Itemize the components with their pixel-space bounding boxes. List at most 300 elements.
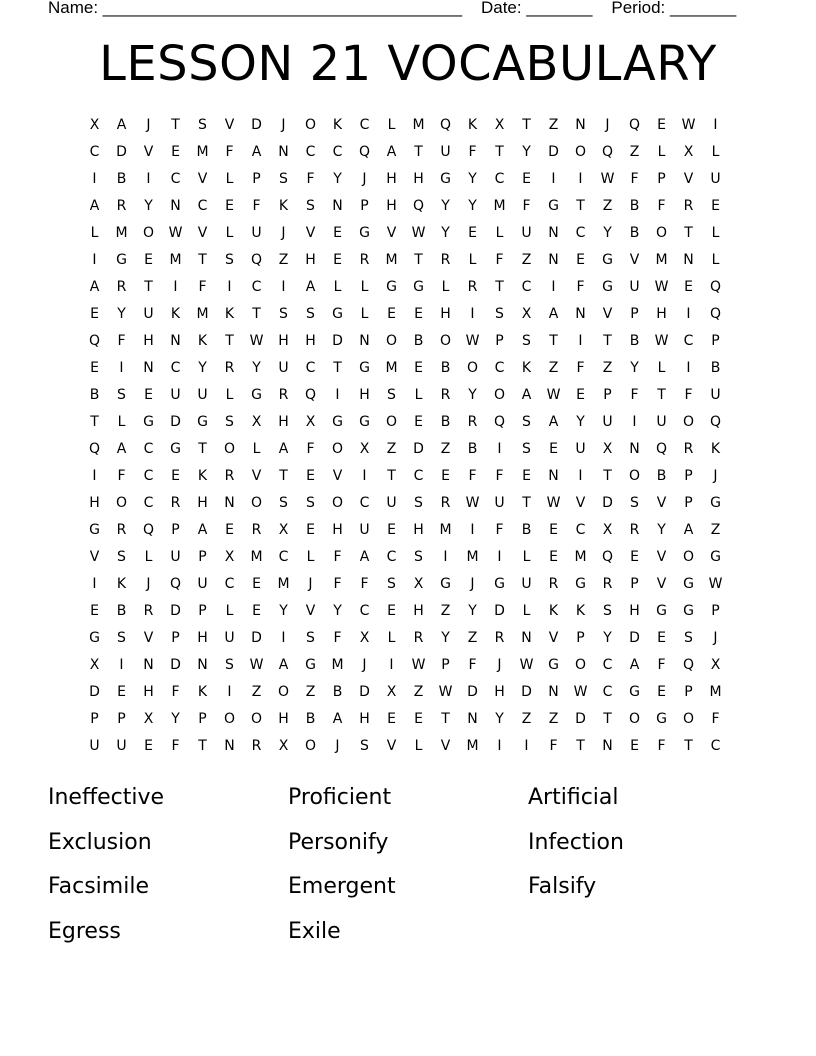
grid-letter: X <box>521 306 532 322</box>
grid-letter: G <box>251 387 262 403</box>
grid-letter: G <box>89 630 100 646</box>
grid-letter: C <box>143 441 154 457</box>
grid-letter: X <box>278 738 289 754</box>
grid-letter: P <box>630 306 639 322</box>
grid-letter: Y <box>576 414 585 430</box>
grid-letter: C <box>386 549 397 565</box>
grid-letter: U <box>170 549 181 565</box>
grid-letter: I <box>119 360 124 376</box>
grid-letter: I <box>335 387 340 403</box>
grid-letter: I <box>92 252 97 268</box>
grid-row <box>81 490 729 517</box>
grid-letter: X <box>386 684 397 700</box>
word-list-item: Facsimile <box>48 874 149 899</box>
word-list-item: Exclusion <box>48 829 152 855</box>
grid-letter: G <box>494 576 505 592</box>
grid-letter: Y <box>468 171 477 187</box>
grid-letter: Y <box>144 198 153 214</box>
grid-letter: N <box>359 333 370 349</box>
grid-letter: C <box>602 684 613 700</box>
grid-row <box>81 193 729 220</box>
grid-letter: L <box>657 360 666 376</box>
grid-letter: C <box>143 468 154 484</box>
word-list-item: Artificial <box>528 785 619 810</box>
grid-letter: H <box>413 171 424 187</box>
grid-letter: J <box>497 657 502 673</box>
grid-row <box>81 274 729 301</box>
grid-letter: O <box>331 495 344 511</box>
grid-letter: O <box>142 225 155 241</box>
grid-letter: J <box>470 576 475 592</box>
grid-letter: T <box>603 333 612 349</box>
grid-row <box>81 409 729 436</box>
grid-letter: C <box>602 657 613 673</box>
word-list-item: Egress <box>48 918 121 944</box>
grid-letter: E <box>144 738 153 754</box>
grid-letter: O <box>385 333 398 349</box>
grid-letter: Z <box>251 684 262 700</box>
grid-letter: F <box>657 657 666 673</box>
grid-letter: F <box>522 198 531 214</box>
grid-letter: E <box>549 522 558 538</box>
grid-letter: H <box>413 603 424 619</box>
grid-letter: O <box>466 360 479 376</box>
grid-letter: T <box>279 468 288 484</box>
grid-letter: T <box>441 711 450 727</box>
grid-letter: S <box>225 252 234 268</box>
grid-letter: L <box>306 549 315 565</box>
grid-letter: E <box>576 387 585 403</box>
grid-letter: I <box>578 171 583 187</box>
grid-letter: V <box>197 171 208 187</box>
grid-letter: M <box>385 252 398 268</box>
grid-letter: C <box>494 360 505 376</box>
grid-letter: C <box>683 333 694 349</box>
grid-letter: Y <box>657 522 666 538</box>
worksheet-title: LESSON 21 VOCABULARY <box>99 36 717 92</box>
grid-letter: B <box>521 522 532 538</box>
grid-letter: U <box>386 495 397 511</box>
grid-letter: H <box>440 306 451 322</box>
grid-letter: D <box>413 441 424 457</box>
grid-letter: C <box>143 495 154 511</box>
grid-letter: L <box>522 603 531 619</box>
grid-letter: P <box>198 711 207 727</box>
grid-letter: Q <box>682 657 695 673</box>
grid-letter: W <box>546 495 561 511</box>
grid-letter: M <box>574 549 587 565</box>
grid-letter: L <box>90 225 99 241</box>
grid-letter: T <box>414 252 423 268</box>
grid-letter: Q <box>412 198 425 214</box>
grid-letter: N <box>683 252 694 268</box>
grid-letter: J <box>281 117 286 133</box>
grid-letter: E <box>657 630 666 646</box>
grid-letter: E <box>252 576 261 592</box>
grid-letter: Q <box>142 522 155 538</box>
grid-letter: N <box>548 684 559 700</box>
grid-letter: T <box>225 333 234 349</box>
grid-letter: Z <box>548 117 559 133</box>
grid-letter: E <box>144 252 153 268</box>
grid-letter: M <box>277 576 290 592</box>
grid-letter: W <box>465 495 480 511</box>
grid-letter: P <box>198 603 207 619</box>
grid-letter: M <box>466 738 479 754</box>
grid-letter: W <box>465 333 480 349</box>
grid-letter: F <box>360 576 369 592</box>
grid-letter: S <box>306 306 315 322</box>
grid-letter: G <box>332 414 343 430</box>
grid-letter: T <box>198 738 207 754</box>
grid-letter: T <box>333 360 342 376</box>
grid-letter: Q <box>304 387 317 403</box>
grid-letter: Y <box>198 360 207 376</box>
grid-letter: S <box>630 495 639 511</box>
grid-letter: B <box>629 198 640 214</box>
grid-letter: I <box>578 468 583 484</box>
grid-letter: M <box>709 684 722 700</box>
grid-letter: R <box>494 630 505 646</box>
grid-letter: U <box>521 225 532 241</box>
grid-letter: I <box>389 657 394 673</box>
grid-letter: V <box>602 306 613 322</box>
grid-letter: H <box>197 630 208 646</box>
grid-letter: I <box>470 522 475 538</box>
grid-letter: O <box>223 711 236 727</box>
grid-letter: F <box>549 738 558 754</box>
grid-letter: P <box>711 333 720 349</box>
grid-letter: F <box>495 522 504 538</box>
grid-letter: N <box>197 657 208 673</box>
grid-letter: J <box>281 225 286 241</box>
grid-letter: I <box>362 468 367 484</box>
grid-letter: S <box>360 738 369 754</box>
grid-letter: M <box>169 252 182 268</box>
grid-letter: K <box>332 117 343 133</box>
grid-letter: T <box>657 387 666 403</box>
grid-letter: S <box>117 549 126 565</box>
grid-letter: F <box>171 684 180 700</box>
grid-letter: R <box>170 495 181 511</box>
grid-row <box>81 220 729 247</box>
grid-letter: I <box>92 468 97 484</box>
grid-row <box>81 598 729 625</box>
grid-letter: E <box>90 306 99 322</box>
grid-letter: V <box>251 468 262 484</box>
grid-letter: Q <box>88 441 101 457</box>
grid-letter: R <box>548 576 559 592</box>
grid-letter: O <box>628 711 641 727</box>
grid-letter: E <box>711 198 720 214</box>
grid-letter: R <box>440 387 451 403</box>
grid-letter: G <box>629 684 640 700</box>
grid-letter: D <box>170 603 181 619</box>
grid-letter: F <box>468 468 477 484</box>
grid-letter: G <box>116 252 127 268</box>
grid-letter: T <box>198 252 207 268</box>
grid-letter: E <box>387 603 396 619</box>
grid-letter: U <box>440 144 451 160</box>
grid-letter: N <box>170 198 181 214</box>
grid-letter: R <box>143 603 154 619</box>
grid-letter: F <box>198 279 207 295</box>
grid-letter: V <box>143 144 154 160</box>
grid-letter: I <box>551 171 556 187</box>
grid-letter: F <box>252 198 261 214</box>
grid-letter: N <box>575 117 586 133</box>
grid-letter: K <box>116 576 127 592</box>
grid-letter: C <box>170 360 181 376</box>
grid-letter: F <box>711 711 720 727</box>
grid-letter: G <box>305 657 316 673</box>
grid-letter: D <box>575 711 586 727</box>
grid-letter: Z <box>305 684 316 700</box>
grid-letter: R <box>224 468 235 484</box>
grid-letter: I <box>470 306 475 322</box>
grid-letter: B <box>656 468 667 484</box>
grid-row <box>81 328 729 355</box>
grid-letter: U <box>629 279 640 295</box>
grid-letter: I <box>713 117 718 133</box>
grid-letter: H <box>494 684 505 700</box>
grid-letter: M <box>493 198 506 214</box>
grid-letter: J <box>308 576 313 592</box>
grid-letter: T <box>387 468 396 484</box>
grid-letter: H <box>278 414 289 430</box>
grid-letter: I <box>551 279 556 295</box>
grid-letter: L <box>144 549 153 565</box>
grid-letter: E <box>144 387 153 403</box>
grid-letter: C <box>710 738 721 754</box>
grid-letter: T <box>198 441 207 457</box>
grid-letter: I <box>173 279 178 295</box>
grid-letter: S <box>603 603 612 619</box>
grid-letter: P <box>360 198 369 214</box>
grid-letter: G <box>359 360 370 376</box>
grid-letter: L <box>387 630 396 646</box>
grid-letter: Y <box>171 711 180 727</box>
grid-letter: W <box>438 684 453 700</box>
grid-letter: Q <box>250 252 263 268</box>
grid-letter: Z <box>548 360 559 376</box>
grid-letter: Z <box>602 360 613 376</box>
word-list <box>48 776 768 954</box>
grid-letter: K <box>575 603 586 619</box>
grid-letter: T <box>522 117 531 133</box>
grid-letter: U <box>197 387 208 403</box>
grid-letter: X <box>359 441 370 457</box>
grid-letter: K <box>548 603 559 619</box>
grid-letter: N <box>224 495 235 511</box>
grid-letter: J <box>362 657 367 673</box>
grid-letter: N <box>521 630 532 646</box>
grid-letter: X <box>359 630 370 646</box>
grid-row <box>81 382 729 409</box>
grid-letter: A <box>359 549 370 565</box>
grid-letter: W <box>168 225 183 241</box>
grid-letter: O <box>250 711 263 727</box>
grid-letter: E <box>387 711 396 727</box>
grid-letter: C <box>251 279 262 295</box>
grid-letter: V <box>656 495 667 511</box>
grid-letter: S <box>306 198 315 214</box>
grid-letter: A <box>683 522 694 538</box>
grid-letter: Q <box>655 441 668 457</box>
grid-letter: I <box>497 738 502 754</box>
grid-letter: M <box>250 549 263 565</box>
grid-letter: W <box>681 117 696 133</box>
grid-letter: T <box>549 333 558 349</box>
grid-letter: U <box>224 630 235 646</box>
grid-letter: B <box>440 360 451 376</box>
grid-row <box>81 733 729 760</box>
grid-letter: V <box>440 738 451 754</box>
grid-letter: M <box>655 252 668 268</box>
grid-letter: P <box>684 495 693 511</box>
grid-letter: L <box>414 738 423 754</box>
grid-letter: G <box>602 252 613 268</box>
grid-letter: D <box>629 630 640 646</box>
grid-letter: T <box>414 144 423 160</box>
grid-letter: V <box>629 252 640 268</box>
grid-letter: T <box>252 306 261 322</box>
grid-letter: I <box>281 630 286 646</box>
grid-letter: E <box>333 252 342 268</box>
grid-letter: T <box>576 198 585 214</box>
grid-letter: A <box>548 306 559 322</box>
grid-letter: Z <box>440 603 451 619</box>
grid-letter: A <box>548 414 559 430</box>
grid-letter: U <box>170 387 181 403</box>
grid-letter: O <box>115 495 128 511</box>
grid-letter: Q <box>439 117 452 133</box>
grid-letter: E <box>117 684 126 700</box>
grid-letter: L <box>711 225 720 241</box>
grid-row <box>81 463 729 490</box>
grid-letter: C <box>197 198 208 214</box>
grid-letter: R <box>251 738 262 754</box>
grid-letter: L <box>657 144 666 160</box>
grid-letter: O <box>682 549 695 565</box>
grid-letter: N <box>548 225 559 241</box>
grid-letter: E <box>630 549 639 565</box>
grid-letter: G <box>359 414 370 430</box>
grid-letter: B <box>467 441 478 457</box>
grid-letter: D <box>548 144 559 160</box>
grid-letter: I <box>92 576 97 592</box>
grid-letter: A <box>629 657 640 673</box>
grid-letter: N <box>278 144 289 160</box>
grid-letter: L <box>468 252 477 268</box>
grid-letter: I <box>443 549 448 565</box>
grid-letter: C <box>413 468 424 484</box>
grid-letter: I <box>92 171 97 187</box>
grid-letter: I <box>497 441 502 457</box>
grid-letter: C <box>278 549 289 565</box>
grid-letter: U <box>656 414 667 430</box>
grid-letter: U <box>197 576 208 592</box>
grid-letter: S <box>414 495 423 511</box>
grid-letter: G <box>656 711 667 727</box>
grid-letter: W <box>411 657 426 673</box>
grid-letter: Y <box>468 198 477 214</box>
grid-letter: L <box>333 279 342 295</box>
grid-letter: P <box>576 630 585 646</box>
grid-letter: X <box>89 117 100 133</box>
grid-letter: K <box>710 441 721 457</box>
grid-letter: Z <box>548 711 559 727</box>
grid-letter: I <box>578 333 583 349</box>
grid-letter: F <box>576 279 585 295</box>
grid-letter: E <box>90 603 99 619</box>
grid-letter: O <box>331 441 344 457</box>
grid-letter: Y <box>630 360 639 376</box>
grid-letter: G <box>710 549 721 565</box>
grid-letter: D <box>602 495 613 511</box>
grid-letter: D <box>494 603 505 619</box>
grid-letter: H <box>143 333 154 349</box>
grid-letter: G <box>170 441 181 457</box>
grid-letter: I <box>497 549 502 565</box>
grid-letter: X <box>251 414 262 430</box>
grid-letter: X <box>413 576 424 592</box>
grid-letter: Y <box>117 306 126 322</box>
grid-letter: H <box>413 522 424 538</box>
grid-letter: G <box>683 576 694 592</box>
grid-letter: V <box>143 630 154 646</box>
grid-letter: L <box>441 279 450 295</box>
grid-letter: O <box>304 738 317 754</box>
grid-letter: M <box>196 306 209 322</box>
grid-letter: P <box>684 684 693 700</box>
grid-letter: Q <box>358 144 371 160</box>
grid-letter: Y <box>603 225 612 241</box>
grid-letter: S <box>414 549 423 565</box>
grid-letter: T <box>144 279 153 295</box>
grid-letter: A <box>386 144 397 160</box>
grid-letter: U <box>251 225 262 241</box>
grid-letter: F <box>657 198 666 214</box>
grid-letter: P <box>252 171 261 187</box>
grid-letter: O <box>493 387 506 403</box>
grid-letter: C <box>359 603 370 619</box>
grid-letter: V <box>656 549 667 565</box>
grid-letter: E <box>171 468 180 484</box>
grid-letter: N <box>548 252 559 268</box>
grid-letter: F <box>171 738 180 754</box>
grid-letter: F <box>630 387 639 403</box>
grid-letter: F <box>495 468 504 484</box>
grid-letter: O <box>385 414 398 430</box>
grid-letter: W <box>654 279 669 295</box>
grid-letter: W <box>249 657 264 673</box>
grid-letter: V <box>548 630 559 646</box>
grid-letter: Q <box>601 144 614 160</box>
grid-letter: G <box>548 198 559 214</box>
grid-letter: O <box>682 414 695 430</box>
grid-letter: X <box>278 522 289 538</box>
grid-letter: E <box>522 468 531 484</box>
grid-letter: M <box>115 225 128 241</box>
grid-letter: D <box>170 414 181 430</box>
grid-letter: I <box>686 360 691 376</box>
grid-letter: C <box>521 279 532 295</box>
grid-letter: N <box>629 441 640 457</box>
grid-letter: R <box>683 441 694 457</box>
grid-letter: G <box>440 171 451 187</box>
grid-letter: Y <box>333 171 342 187</box>
